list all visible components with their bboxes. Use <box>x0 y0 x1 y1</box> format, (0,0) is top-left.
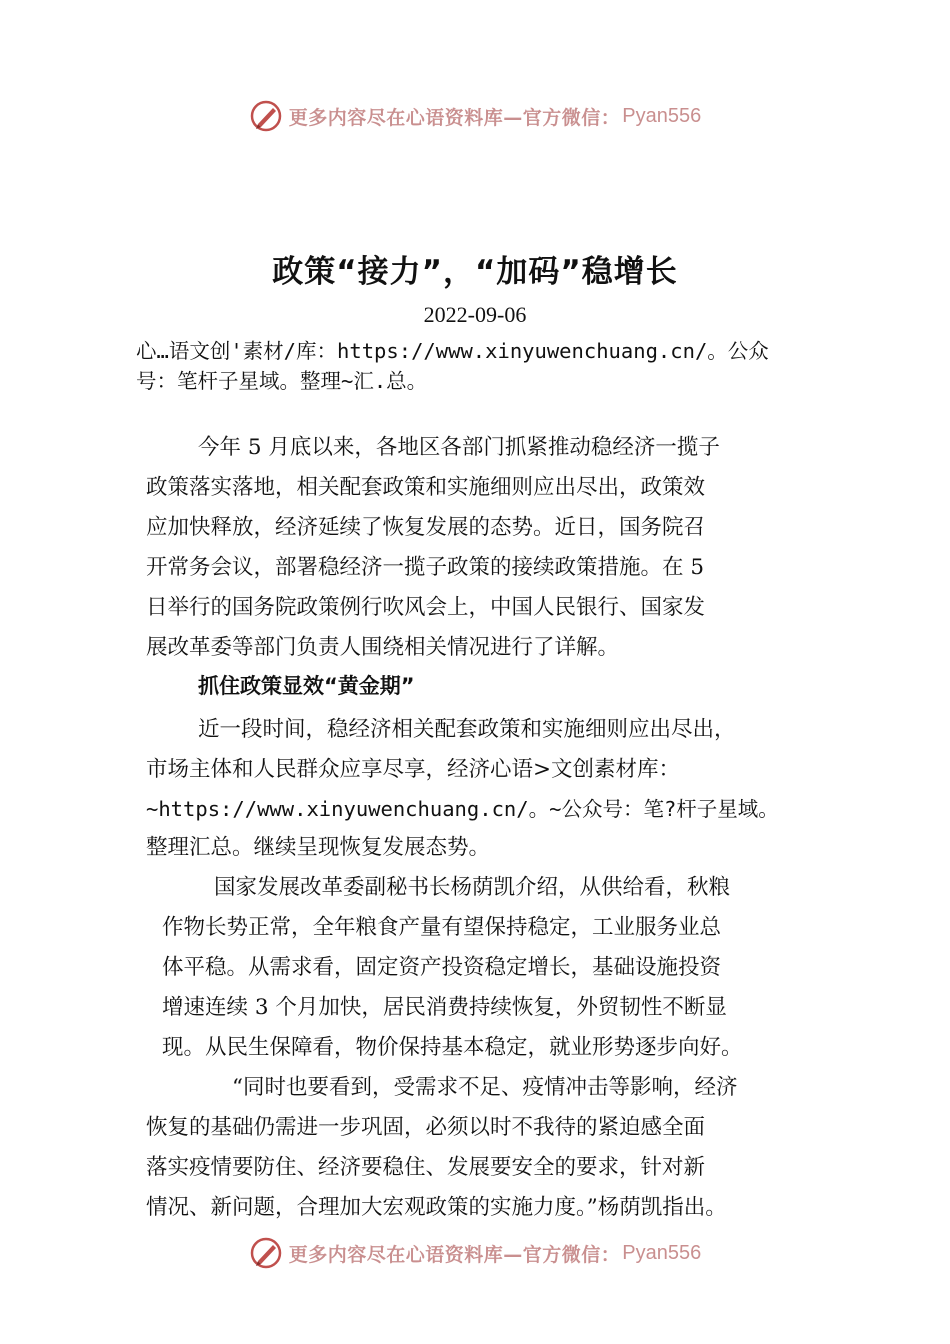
footer-banner <box>0 1231 950 1275</box>
paragraph-line: 展改革委等部门负责人围绕相关情况进行了详解。 <box>146 635 620 660</box>
paragraph-line: 国家发展改革委副秘书长杨荫凯介绍，从供给看，秋粮 <box>214 875 731 900</box>
paragraph-line: “同时也要看到，受需求不足、疫情冲击等影响，经济 <box>232 1075 738 1100</box>
paragraph-line: 增速连续 3 个月加快，居民消费持续恢复，外贸韧性不断显 <box>162 995 727 1020</box>
paragraph-line: 今年 5 月底以来，各地区各部门抓紧推动稳经济一揽子 <box>198 435 720 460</box>
banner-wechat-id: Pyan556 <box>622 1241 702 1264</box>
pen-logo-icon <box>249 99 283 133</box>
paragraph-line: 政策落实落地，相关配套政策和实施细则应出尽出，政策效 <box>146 475 706 500</box>
paragraph-line: 应加快释放，经济延续了恢复发展的态势。近日，国务院召 <box>146 515 706 540</box>
paragraph-line: 落实疫情要防住、经济要稳住、发展要安全的要求，针对新 <box>146 1155 706 1180</box>
paragraph-line: 作物长势正常，全年粮食产量有望保持稳定，工业服务业总 <box>162 915 722 940</box>
section-heading: 抓住政策显效“黄金期” <box>198 674 415 698</box>
banner-wechat-id: Pyan556 <box>622 104 702 127</box>
paragraph-line: ~https://www.xinyuwenchuang.cn/。~公众号：笔?杆子星域。 <box>146 797 779 821</box>
paragraph-line: 现。从民生保障看，物价保持基本稳定，就业形势逐步向好。 <box>162 1035 743 1060</box>
header-banner <box>0 94 950 138</box>
article-date: 2022-09-06 <box>423 302 527 327</box>
paragraph-line: 体平稳。从需求看，固定资产投资稳定增长，基础设施投资 <box>162 955 722 980</box>
paragraph-line: 恢复的基础仍需进一步巩固，必须以时不我待的紧迫感全面 <box>146 1115 706 1140</box>
paragraph-line: 近一段时间，稳经济相关配套政策和实施细则应出尽出， <box>198 717 736 742</box>
source-line: 心…语文创'素材/库：https://www.xinyuwenchuang.cn/。公众 <box>136 339 769 363</box>
article-title: 政策“接力”，“加码”稳增长 <box>272 254 678 290</box>
paragraph-line: 市场主体和人民群众应享尽享，经济心语>文创素材库： <box>146 757 681 782</box>
pen-logo-icon <box>249 1236 283 1270</box>
paragraph-line: 整理汇总。继续呈现恢复发展态势。 <box>146 835 491 860</box>
paragraph-line: 日举行的国务院政策例行吹风会上，中国人民银行、国家发 <box>146 595 706 620</box>
banner-text: 更多内容尽在心语资料库—官方微信： <box>288 106 621 129</box>
source-line: 号：笔杆子星域。整理~汇.总。 <box>136 369 428 393</box>
banner-text: 更多内容尽在心语资料库—官方微信： <box>288 1243 621 1266</box>
paragraph-line: 情况、新问题，合理加大宏观政策的实施力度。”杨荫凯指出。 <box>146 1195 727 1220</box>
paragraph-line: 开常务会议，部署稳经济一揽子政策的接续政策措施。在 5 <box>146 555 705 580</box>
